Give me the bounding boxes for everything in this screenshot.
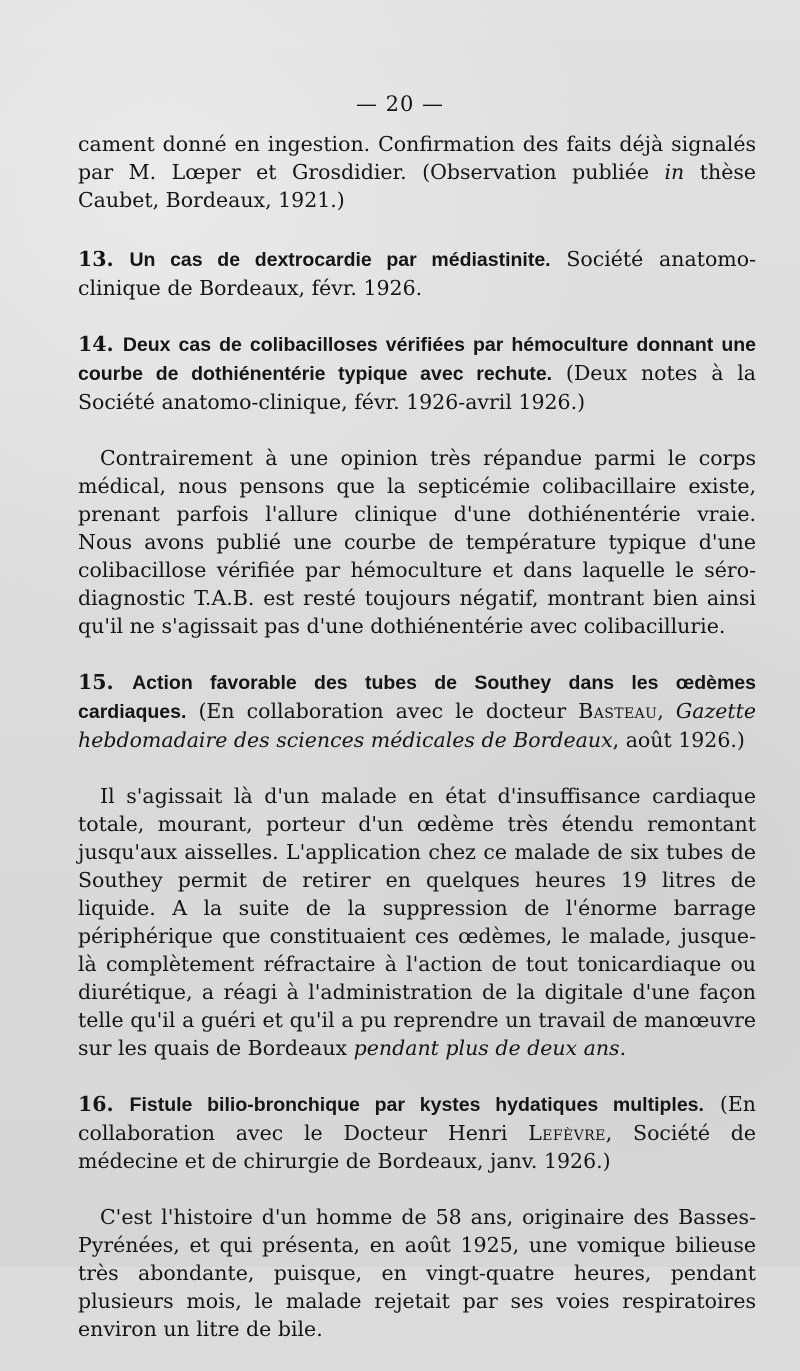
entry-15-ref-journal: Gazette hebdomadaire des sciences médicales de Bordeaux xyxy=(78,699,756,752)
entry-14 xyxy=(78,330,756,416)
entry-15-body-start: Il s'agissait là d'un malade en état d'insuffisance cardiaque totale, mourant, porteur d'un œdème très étendu remontant jusqu'aux aisselles. L'application chez ce malade de six tubes de Southey permit de retirer en quelques heures 19 litres de liquide. A la suite de la suppression de l'énorme barrage périphérique que constituaient ces œdèmes, le malade, jusque-là complètement réfractaire à l'action de tout tonicardiaque ou diurétique, a réagi à l'administration de la digitale d'une façon telle qu'il a guéri et qu'il a pu reprendre un travail de manœuvre sur les quais de Bordeaux xyxy=(78,784,756,1060)
entry-16-ref-start: (En collaboration avec le Docteur Henri xyxy=(78,1092,756,1145)
page-content xyxy=(78,130,756,1371)
entry-15-body-italic: pendant plus de deux ans xyxy=(353,1036,620,1060)
entry-15-ref-start: (En collaboration avec le docteur xyxy=(198,699,579,723)
entry-13-reference: Société anatomo-clinique de Bordeaux, févr. 1926. xyxy=(78,247,756,300)
entry-14-number: 14. xyxy=(78,332,114,356)
entry-14-reference: (Deux notes à la Société anatomo-clinique, févr. 1926-avril 1926.) xyxy=(78,361,756,414)
entry-16 xyxy=(78,1090,756,1175)
entry-16-ref-end: , Société de médecine et de chirurgie de Bordeaux, janv. 1926.) xyxy=(78,1121,757,1173)
page-number: — 20 — xyxy=(355,92,445,116)
continuation-text-end: thèse Caubet, Bordeaux, 1921.) xyxy=(78,160,756,212)
continuation-text-start: cament donné en ingestion. Confirmation des faits déjà signalés par M. Lœper et Grosdidier. (Observation publiée xyxy=(78,132,756,184)
continuation-italic-in: in xyxy=(664,160,685,184)
entry-15-body xyxy=(78,782,756,1062)
entry-13-number: 13. xyxy=(78,247,114,271)
entry-14-body: Contrairement à une opinion très répandue parmi le corps médical, nous pensons que la septicémie colibacillaire existe, prenant parfois l'allure clinique d'une dothiénentérie vraie. Nous avons publié une courbe de température typique d'une colibacillose vérifiée par hémoculture et dans laquelle le séro-diagnostic T.A.B. est resté toujours négatif, montrant bien ainsi qu'il ne s'agissait pas d'une dothiénentérie avec colibacillurie. xyxy=(78,446,756,638)
entry-15: 15. Action favorable des tubes de Southey dans les œdèmes cardiaques. (En collaboration avec le docteur Basteau, Gazette hebdomadaire des sciences médicales de Bordeaux, août 1926.) xyxy=(78,670,756,752)
entry-13-title: Un cas de dextrocardie par médiastinite. xyxy=(129,249,551,271)
entry-13 xyxy=(78,245,756,302)
entry-16-title: Fistule bilio-bronchique par kystes hydatiques multiples. xyxy=(129,1094,704,1116)
entry-15-title: Action favorable des tubes de Southey dans les œdèmes cardiaques. xyxy=(78,672,756,723)
entry-15-ref-author: Basteau xyxy=(578,699,658,723)
entry-16-ref-author: Lefèvre xyxy=(528,1121,606,1145)
entry-14-title: Deux cas de colibacilloses vérifiées par hémoculture donnant une courbe de dothiénentérie typique avec rechute. xyxy=(78,334,756,385)
continuation-paragraph xyxy=(78,130,756,214)
entry-15-ref-end: , août 1926.) xyxy=(612,728,745,752)
entry-16-body: C'est l'histoire d'un homme de 58 ans, originaire des Basses-Pyrénées, et qui présenta, en août 1925, une vomique bilieuse très abondante, puisque, en vingt-quatre heures, pendant plusieurs mois, le malade rejetait par ses voies respiratoires environ un litre de bile. xyxy=(78,1205,756,1341)
entry-16-number: 16. xyxy=(78,1092,114,1116)
entry-15-body-end: . xyxy=(619,1036,627,1060)
entry-15-number: 15. xyxy=(78,670,114,694)
